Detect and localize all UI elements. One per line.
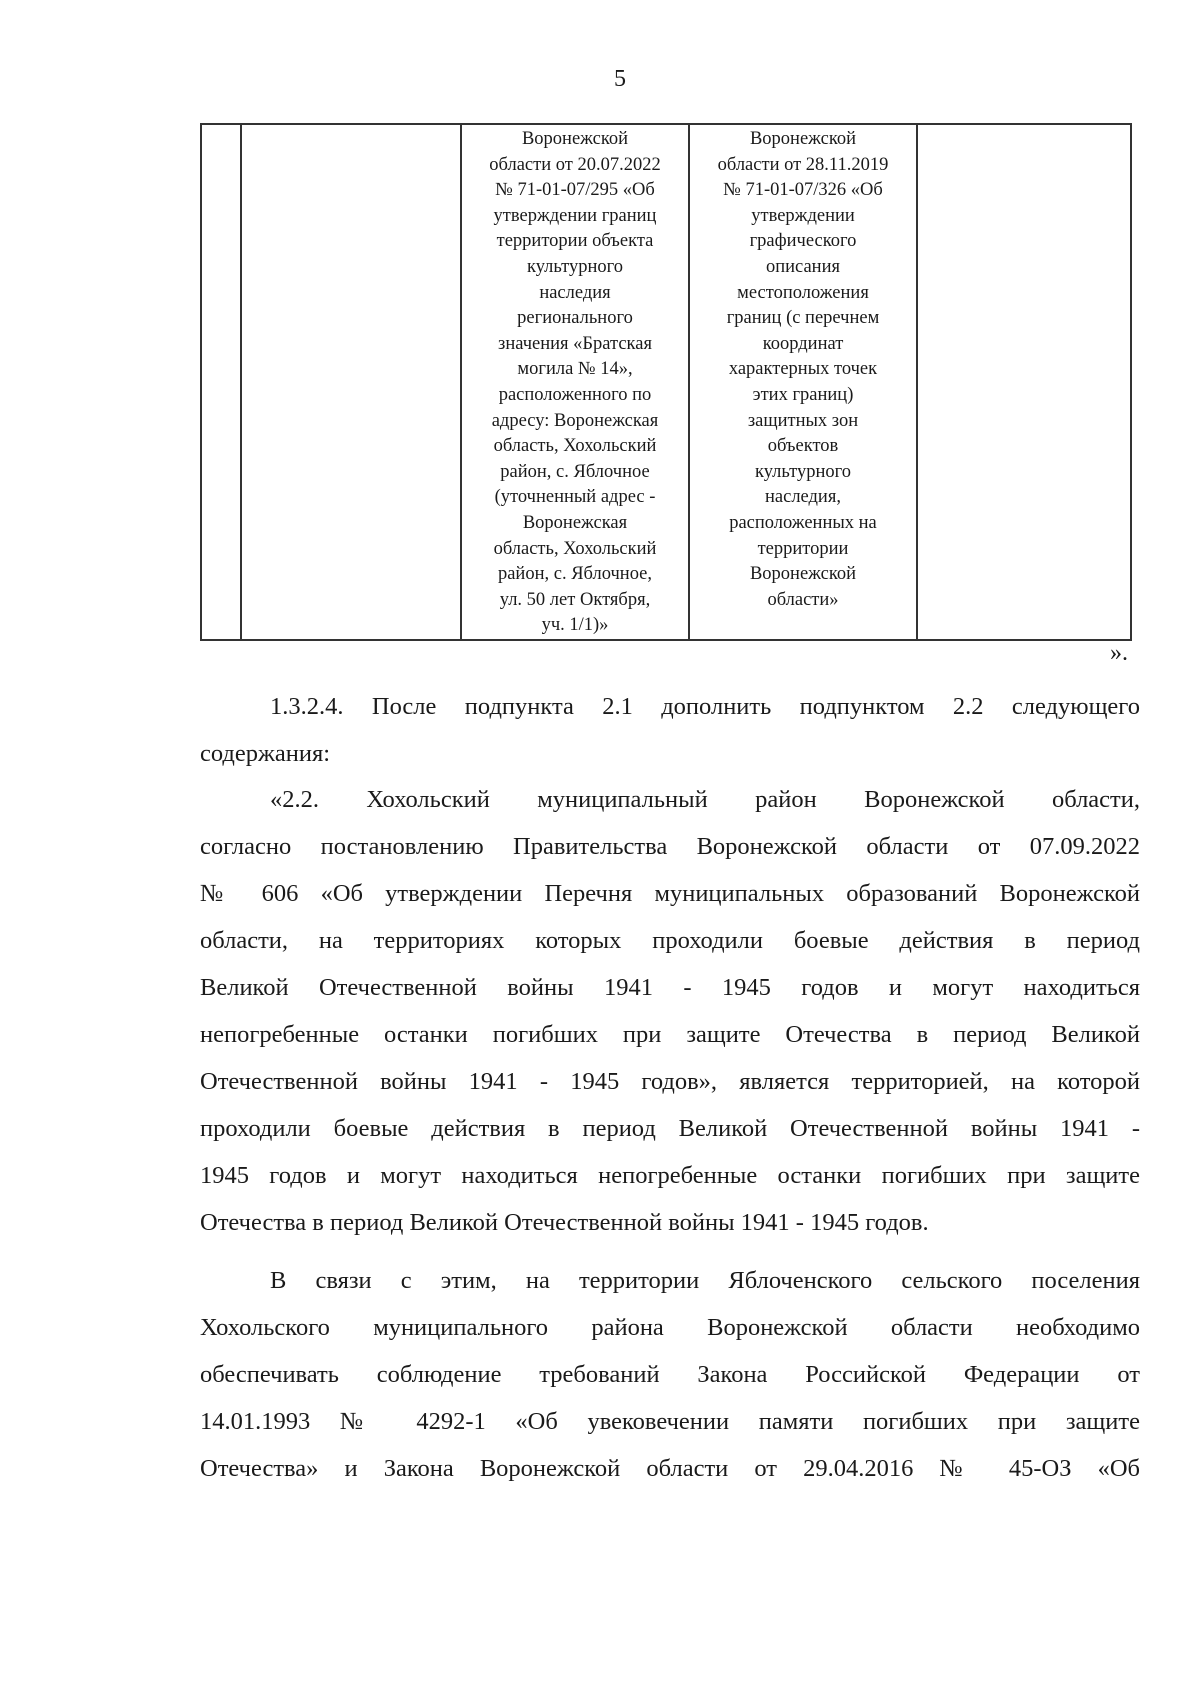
paragraph-line: № 606 «Об утверждении Перечня муниципальных образований Воронежской bbox=[200, 880, 1140, 907]
paragraph-line: согласно постановлению Правительства Воронежской области от 07.09.2022 bbox=[200, 833, 1140, 860]
cell-text-line: защитных зон bbox=[747, 410, 859, 431]
cell-text-line: значения «Братская bbox=[498, 333, 652, 354]
paragraph-line: Отечества» и Закона Воронежской области от 29.04.2016 № 45-ОЗ «Об bbox=[200, 1455, 1140, 1482]
cell-text-line: Воронежской bbox=[749, 564, 857, 585]
cell-text-line: территории объекта bbox=[496, 231, 654, 252]
table-cell-boundaries-order bbox=[461, 124, 689, 640]
paragraph-line: проходили боевые действия в период Великой Отечественной войны 1941 - bbox=[200, 1115, 1140, 1142]
cell-text-line: (уточненный адрес - bbox=[494, 487, 656, 508]
cell-text-line: области от 28.11.2019 bbox=[717, 154, 889, 175]
cell-text-line: объектов bbox=[767, 436, 839, 457]
cell-text-line: культурного bbox=[527, 256, 623, 277]
paragraph-line: «2.2. Хохольский муниципальный район Воронежской области, bbox=[270, 786, 1140, 813]
cell-text-line: № 71-01-07/295 «Об bbox=[495, 180, 655, 201]
cell-text-line: область, Хохольский bbox=[493, 538, 657, 559]
cell-text-line: ул. 50 лет Октября, bbox=[499, 589, 651, 610]
paragraph-line: В связи с этим, на территории Яблоченского сельского поселения bbox=[270, 1267, 1140, 1294]
cell-text-line: район, с. Яблочное bbox=[500, 461, 650, 482]
cell-text-line: расположенного по bbox=[498, 384, 652, 405]
closing-quote: ». bbox=[1110, 640, 1128, 666]
cell-text-line: № 71-01-07/326 «Об bbox=[723, 180, 883, 201]
cell-text-line: Воронежской bbox=[749, 129, 857, 149]
cell-text-line: координат bbox=[762, 333, 844, 354]
cell-text-line: расположенных на bbox=[729, 512, 877, 533]
paragraph-line: области, на территориях которых проходили боевые действия в период bbox=[200, 927, 1140, 954]
cell-text-line: области» bbox=[767, 589, 839, 610]
paragraph-line: непогребенные останки погибших при защите Отечества в период Великой bbox=[200, 1021, 1140, 1048]
cell-text-line: графического bbox=[749, 231, 857, 252]
cell-text-line: границ (с перечнем bbox=[726, 308, 880, 329]
cell-text-line: наследия bbox=[539, 282, 611, 303]
cell-text-line: адресу: Воронежская bbox=[491, 410, 659, 431]
continuation-table bbox=[200, 123, 1132, 641]
cell-text-line: район, с. Яблочное, bbox=[497, 564, 653, 585]
cell-text-line: культурного bbox=[755, 461, 851, 482]
table-cell-number bbox=[201, 124, 241, 640]
cell-text-line: утверждении bbox=[751, 205, 855, 226]
cell-text-line: утверждении границ bbox=[493, 205, 657, 226]
paragraph-line: Великой Отечественной войны 1941 - 1945 годов и могут находиться bbox=[200, 974, 1140, 1001]
cell-text-line: местоположения bbox=[737, 282, 869, 303]
paragraph-line: Отечественной войны 1941 - 1945 годов», является территорией, на которой bbox=[200, 1068, 1140, 1095]
paragraph-line: обеспечивать соблюдение требований Закона Российской Федерации от bbox=[200, 1361, 1140, 1388]
cell-text-line: Воронежская bbox=[522, 512, 628, 533]
paragraph-line: 14.01.1993 № 4292-1 «Об увековечении памяти погибших при защите bbox=[200, 1408, 1140, 1435]
paragraph-line: 1945 годов и могут находиться непогребенные останки погибших при защите bbox=[200, 1162, 1140, 1189]
paragraph-line: Отечества в период Великой Отечественной войны 1941 - 1945 годов. bbox=[200, 1209, 929, 1236]
cell-text-line: этих границ) bbox=[752, 384, 854, 405]
cell-text-line: наследия, bbox=[765, 487, 841, 508]
paragraph-line: 1.3.2.4. После подпункта 2.1 дополнить подпунктом 2.2 следующего bbox=[270, 693, 1140, 720]
page-number: 5 bbox=[614, 66, 626, 92]
cell-text-line: могила № 14», bbox=[517, 359, 633, 380]
table-cell-notes bbox=[917, 124, 1131, 640]
paragraph-line: содержания: bbox=[200, 740, 331, 767]
cell-text-line: регионального bbox=[517, 308, 633, 329]
cell-text-line: Воронежской bbox=[521, 129, 629, 149]
table-row bbox=[201, 124, 1131, 640]
table-cell-name bbox=[241, 124, 461, 640]
cell-text-line: характерных точек bbox=[728, 359, 878, 380]
paragraph-line: Хохольского муниципального района Воронежской области необходимо bbox=[200, 1314, 1140, 1341]
cell-text-line: области от 20.07.2022 bbox=[489, 154, 661, 175]
cell-text-line: описания bbox=[765, 256, 840, 277]
cell-text-line: уч. 1/1)» bbox=[541, 615, 609, 636]
cell-text-line: территории bbox=[757, 538, 849, 559]
cell-text-line: область, Хохольский bbox=[493, 436, 657, 457]
table-cell-protection-zones-order bbox=[689, 124, 917, 640]
